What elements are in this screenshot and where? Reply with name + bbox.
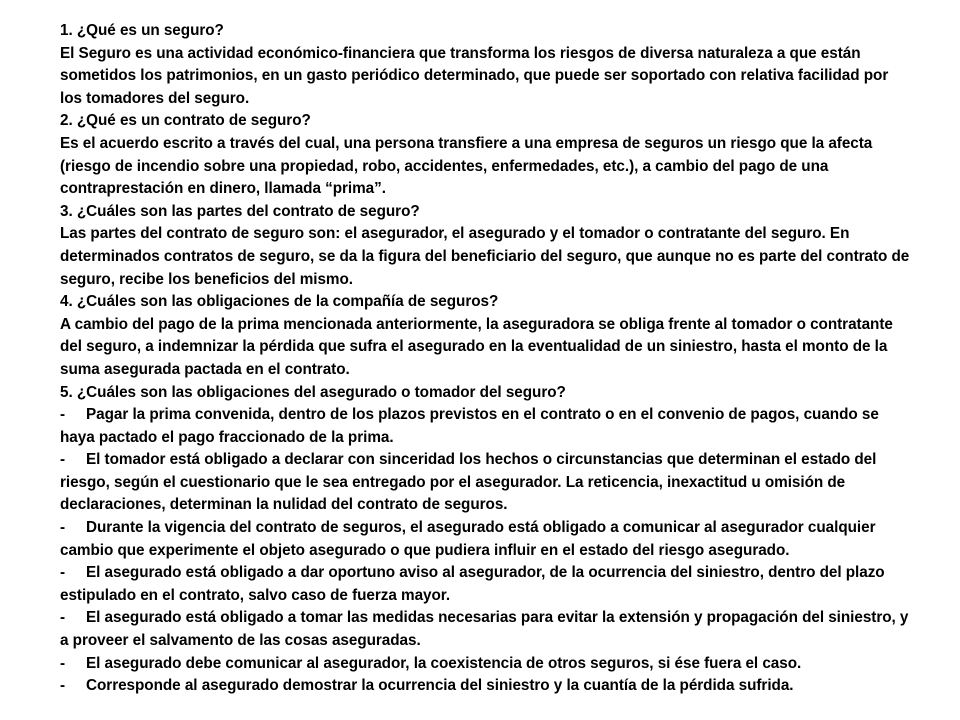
obligation-text: El tomador está obligado a declarar con sinceridad los hechos o circunstancias que determinan el estado del riesgo, según el cuestionario que le sea entregado por el asegurador. La reticencia, inexactitud u omisión de declaraciones, determinan la nulidad del contrato de seguros. bbox=[60, 451, 877, 514]
bullet-dash: - bbox=[60, 451, 66, 469]
answer-3: Las partes del contrato de seguro son: el asegurador, el asegurado y el tomador o contratante del seguro. En determinados contratos de seguro, se da la figura del beneficiario del seguro, que aunque no es parte del contrato de seguro, recibe los beneficios del mismo. bbox=[60, 225, 910, 288]
obligation-item bbox=[60, 562, 910, 607]
question-5: 5. ¿Cuáles son las obligaciones del asegurado o tomador del seguro? bbox=[60, 383, 566, 401]
bullet-dash: - bbox=[60, 519, 66, 537]
question-3: 3. ¿Cuáles son las partes del contrato de seguro? bbox=[60, 202, 420, 220]
document-body bbox=[60, 20, 910, 698]
bullet-dash: - bbox=[60, 564, 66, 582]
question-1: 1. ¿Qué es un seguro? bbox=[60, 22, 224, 39]
answer-2: Es el acuerdo escrito a través del cual, una persona transfiere a una empresa de seguros un riesgo que la afecta (riesgo de incendio sobre una propiedad, robo, accidentes, enfermedades, etc.), a cambio del pago de una contraprestación en dinero, llamada “prima”. bbox=[60, 134, 873, 198]
obligation-text: Pagar la prima convenida, dentro de los plazos previstos en el contrato o en el convenio de pagos, cuando se haya pactado el pago fraccionado de la prima. bbox=[60, 406, 879, 446]
obligation-text: El asegurado debe comunicar al asegurador, la coexistencia de otros seguros, si ése fuera el caso. bbox=[86, 654, 802, 672]
obligation-text: Corresponde al asegurado demostrar la ocurrencia del siniestro y la cuantía de la pérdida sufrida. bbox=[86, 677, 794, 695]
obligation-item bbox=[60, 404, 910, 449]
bullet-dash: - bbox=[60, 406, 66, 424]
obligation-item bbox=[60, 607, 910, 652]
bullet-dash: - bbox=[60, 609, 66, 627]
answer-1: El Seguro es una actividad económico-financiera que transforma los riesgos de diversa naturaleza a que están sometidos los patrimonios, en un gasto periódico determinado, que puede ser soportado con relativa facilidad por los tomadores del seguro. bbox=[60, 44, 889, 107]
obligation-item bbox=[60, 653, 910, 676]
answer-4: A cambio del pago de la prima mencionada anteriormente, la aseguradora se obliga frente al tomador o contratante del seguro, a indemnizar la pérdida que sufra el asegurado en la eventualidad de un siniestro, hasta el monto de la suma asegurada pactada en el contrato. bbox=[60, 315, 893, 378]
obligation-text: El asegurado está obligado a dar oportuno aviso al asegurador, de la ocurrencia del siniestro, dentro del plazo estipulado en el contrato, salvo caso de fuerza mayor. bbox=[60, 564, 885, 604]
bullet-dash: - bbox=[60, 677, 66, 695]
obligation-item bbox=[60, 675, 910, 698]
question-2: 2. ¿Qué es un contrato de seguro? bbox=[60, 112, 311, 130]
question-4: 4. ¿Cuáles son las obligaciones de la compañía de seguros? bbox=[60, 293, 499, 311]
obligation-item bbox=[60, 517, 910, 562]
obligation-text: Durante la vigencia del contrato de seguros, el asegurado está obligado a comunicar al asegurador cualquier cambio que experimente el objeto asegurado o que pudiera influir en el estado del riesgo asegurado. bbox=[60, 519, 876, 559]
obligation-item bbox=[60, 449, 910, 517]
bullet-dash: - bbox=[60, 654, 66, 672]
obligation-text: El asegurado está obligado a tomar las medidas necesarias para evitar la extensión y propagación del siniestro, y a proveer el salvamento de las cosas aseguradas. bbox=[60, 609, 909, 650]
